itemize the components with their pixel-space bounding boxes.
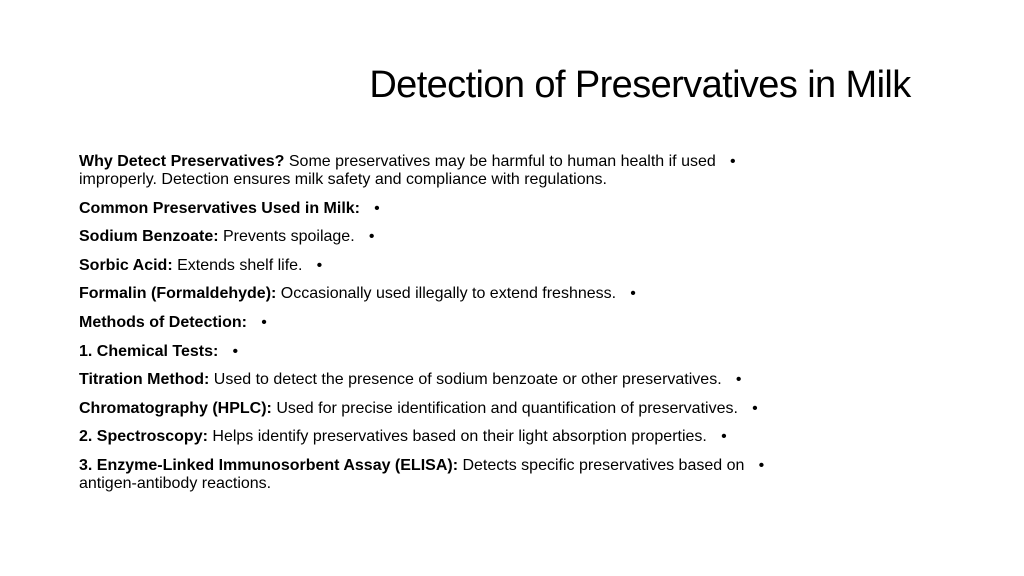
bullet-icon: •	[232, 342, 239, 360]
list-item-heading: Common Preservatives Used in Milk:	[79, 199, 360, 217]
list-item-heading: Formalin (Formaldehyde):	[79, 285, 277, 303]
list-item-heading: Chromatography (HPLC):	[79, 399, 272, 417]
bullet-icon: •	[374, 199, 380, 217]
bullet-icon: •	[261, 313, 267, 331]
bullet-icon: •	[316, 256, 323, 274]
list-item-why-detect	[79, 153, 959, 189]
list-item-text: Used to detect the presence of sodium benzoate or other preservatives.	[209, 371, 722, 389]
slide-title: Detection of Preservatives in Milk	[369, 64, 911, 106]
list-item-line	[79, 457, 959, 475]
list-item-heading: Sodium Benzoate:	[79, 228, 219, 246]
list-item-heading: 2. Spectroscopy:	[79, 428, 208, 446]
bullet-icon: •	[752, 399, 758, 417]
list-item-heading: Why Detect Preservatives?	[79, 153, 285, 170]
list-item-heading: 3. Enzyme-Linked Immunosorbent Assay (ELISA):	[79, 456, 459, 474]
list-item-text-continued: antigen-antibody reactions.	[79, 474, 272, 492]
list-item-text: Used for precise identification and quantification of preservatives.	[271, 399, 738, 417]
bullet-icon: •	[758, 456, 765, 474]
list-item-text: Prevents spoilage.	[218, 228, 355, 246]
bullet-icon: •	[729, 153, 736, 170]
list-item-text: Helps identify preservatives based on their light absorption properties.	[207, 428, 707, 446]
slide-title-container	[132, 62, 911, 108]
list-item-line	[79, 153, 959, 171]
list-item-chemical-tests	[79, 343, 959, 361]
list-item-text: Detects specific preservatives based on	[458, 456, 745, 474]
list-item-text: Occasionally used illegally to extend freshness.	[276, 285, 617, 303]
list-item-heading: Titration Method:	[79, 371, 210, 389]
bullet-list	[79, 153, 959, 504]
list-item-text: Some preservatives may be harmful to human health if used	[284, 153, 716, 170]
list-item-sorbic-acid	[79, 257, 959, 275]
list-item-elisa	[79, 457, 959, 493]
list-item-sodium-benzoate	[79, 228, 959, 246]
list-item-heading: 1. Chemical Tests:	[79, 342, 219, 360]
list-item-heading: Sorbic Acid:	[79, 256, 173, 274]
list-item-titration-method	[79, 371, 959, 389]
bullet-icon: •	[735, 371, 742, 389]
list-item-text-continued: improperly. Detection ensures milk safety and compliance with regulations.	[79, 171, 607, 188]
list-item-formalin	[79, 285, 959, 303]
bullet-icon: •	[721, 428, 727, 446]
list-item-text: Extends shelf life.	[172, 256, 303, 274]
bullet-icon: •	[630, 285, 636, 303]
list-item-chromatography	[79, 400, 959, 418]
list-item-heading: Methods of Detection:	[79, 313, 247, 331]
bullet-icon: •	[368, 228, 375, 246]
list-item-spectroscopy	[79, 428, 959, 446]
list-item-methods-of-detection	[79, 314, 959, 332]
list-item-common-preservatives	[79, 200, 959, 218]
